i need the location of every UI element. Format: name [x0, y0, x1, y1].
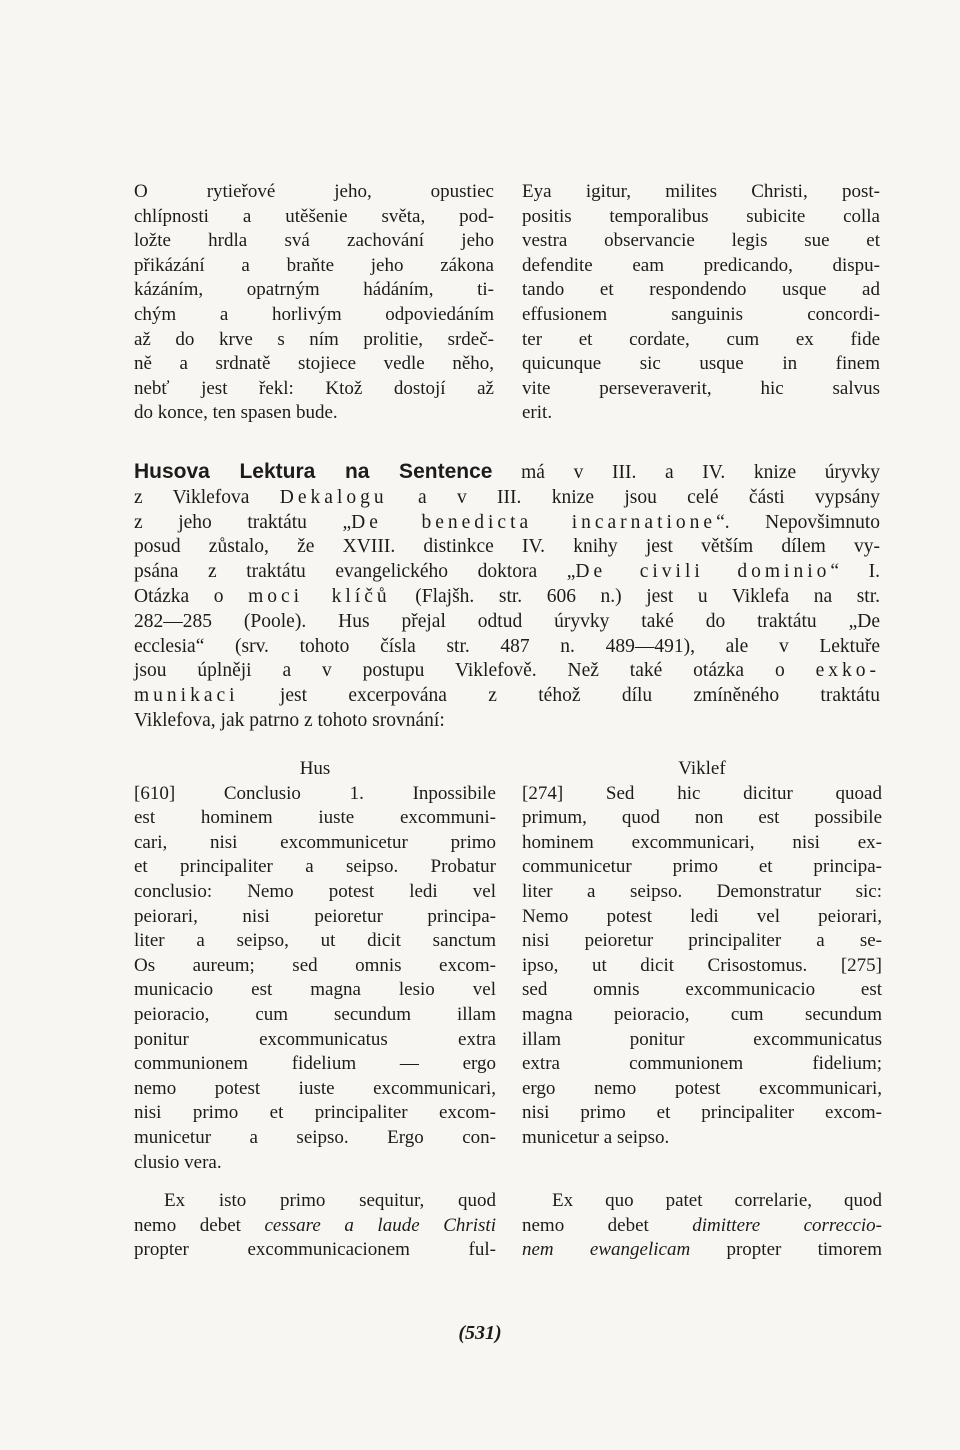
text-line: et principaliter a seipso. Probatur — [134, 856, 496, 878]
text-line: extra communionem fidelium; — [522, 1053, 882, 1075]
text-line: z jeho traktátu „De benedicta incarnatione“. Nepovšimnuto — [134, 511, 880, 533]
text-line: clusio vera. — [134, 1151, 222, 1173]
text-line: ipso, ut dicit Crisostomus. [275] — [522, 954, 882, 976]
viklef-column — [522, 757, 882, 1263]
text-line: nemo debet dimittere correccio- — [522, 1214, 882, 1236]
spaced-title: Dekalogu — [279, 486, 388, 508]
text-line: kázáním, opatrným hádáním, ti- — [134, 279, 494, 301]
text-line: munikaci jest excerpována z téhož dílu zmíněného traktátu — [134, 685, 880, 707]
text-line: ergo nemo potest excommunicari, — [522, 1077, 882, 1099]
text-line: Nemo potest ledi vel peiorari, — [522, 905, 882, 927]
text-line: quicunque sic usque in finem — [522, 353, 880, 375]
text-line: ter et cordate, cum ex fide — [522, 328, 880, 350]
italic-phrase: dimittere correccio- — [692, 1214, 882, 1236]
italic-phrase: cessare a laude Christi — [264, 1214, 496, 1236]
text-line: přikázání a braňte jeho zákona — [134, 254, 494, 276]
text-line: defendite eam predicando, dispu- — [522, 254, 880, 276]
text-line: vestra observancie legis sue et — [522, 230, 880, 252]
czech-passage-column — [134, 180, 494, 426]
text-line: chým a horlivým odpoviedáním — [134, 303, 494, 325]
text-line: Eya igitur, milites Christi, post- — [522, 181, 880, 202]
text-line: ložte hrdla svá zachování jeho — [134, 230, 494, 252]
column-header: Viklef — [678, 758, 726, 779]
spaced-title: De benedicta incarnatione — [351, 511, 717, 533]
text-line: až do krve s ním prolitie, srdeč- — [134, 328, 494, 350]
text-line: [610] Conclusio 1. Inpossibile — [134, 782, 496, 804]
text-line: propter excommunicacionem ful- — [134, 1239, 496, 1261]
text-line: tando et respondendo usque ad — [522, 279, 880, 301]
spaced-title: exko- — [815, 660, 880, 682]
text-line: erit. — [522, 402, 553, 424]
text-line: vite perseveraverit, hic salvus — [522, 377, 880, 399]
spaced-title: moci klíčů — [248, 585, 391, 607]
text-line: Husova Lektura na Sentence má v III. a IV. knize úryvky — [134, 460, 880, 483]
text-line: municacio est magna lesio vel — [134, 979, 496, 1001]
text-line: z Viklefova Dekalogu a v III. knize jsou celé části vypsány — [134, 486, 880, 508]
text-line: magna peioracio, cum secundum — [522, 1003, 882, 1025]
section-heading: Husova Lektura na Sentence — [134, 460, 493, 483]
text-line: liter a seipso, ut dicit sanctum — [134, 930, 496, 952]
latin-passage-column — [522, 180, 880, 426]
text-line: nemo potest iuste excommunicari, — [134, 1077, 496, 1099]
text-line: Ex quo patet correlarie, quod — [552, 1190, 882, 1212]
text-line: psána z traktátu evangelického doktora „De civili dominio“ I. — [134, 561, 880, 583]
text-line: communionem fidelium — ergo — [134, 1053, 496, 1075]
text-line: peioracio, cum secundum illam — [134, 1003, 496, 1025]
text-line: primum, quod non est possibile — [522, 807, 882, 829]
text-line: Ex isto primo sequitur, quod — [164, 1190, 496, 1212]
text-line: liter a seipso. Demonstratur sic: — [522, 880, 882, 902]
text-line: nebť jest řekl: Ktož dostojí až — [134, 377, 494, 399]
lecture-paragraph — [134, 460, 880, 734]
text-line: illam ponitur excommunicatus — [522, 1028, 882, 1050]
text-line: communicetur primo et principa- — [522, 856, 882, 878]
spaced-title: munikaci — [134, 685, 239, 707]
text-line: 282—285 (Poole). Hus přejal odtud úryvky také do traktátu „De — [134, 610, 880, 632]
text-line: municetur a seipso. Ergo con- — [134, 1126, 496, 1148]
text-line: cari, nisi excommunicetur primo — [134, 831, 496, 853]
text-line: conclusio: Nemo potest ledi vel — [134, 880, 496, 902]
text-line: [274] Sed hic dicitur quoad — [522, 782, 882, 804]
text-line: ecclesia“ (srv. tohoto čísla str. 487 n. 489—491), ale v Lektuře — [134, 635, 880, 657]
italic-phrase: nem ewangelicam — [522, 1239, 691, 1261]
text-line: jsou úplněji a v postupu Viklefově. Než také otázka o exko- — [134, 660, 880, 682]
text-line: effusionem sanguinis concordi- — [522, 303, 880, 325]
text-line: nemo debet cessare a laude Christi — [134, 1214, 496, 1236]
text-line: nisi primo et principaliter excom- — [522, 1102, 882, 1124]
text-line: ně a srdnatě stojiece vedle něho, — [134, 353, 494, 375]
text-line: chlípnosti a utěšenie světa, pod- — [134, 205, 494, 227]
hus-column — [134, 757, 496, 1263]
text-line: do konce, ten spasen bude. — [134, 402, 338, 424]
column-header: Hus — [299, 758, 331, 779]
text-line: peiorari, nisi peioretur principa- — [134, 905, 496, 927]
text-line: sed omnis excommunicacio est — [522, 979, 882, 1001]
text-line: posud zůstalo, že XVIII. distinkce IV. knihy jest větším dílem vy- — [134, 536, 880, 558]
text-line: Otázka o moci klíčů (Flajšh. str. 606 n.) jest u Viklefa na str. — [134, 585, 880, 607]
text-line: nisi peioretur principaliter a se- — [522, 930, 882, 952]
text-line: est hominem iuste excommuni- — [134, 807, 496, 829]
text-line: nisi primo et principaliter excom- — [134, 1102, 496, 1124]
text-line: positis temporalibus subicite colla — [522, 205, 880, 227]
text-line: hominem excommunicari, nisi ex- — [522, 831, 882, 853]
text-line: Os aureum; sed omnis excom- — [134, 954, 496, 976]
text-line: nem ewangelicam propter timorem — [522, 1239, 882, 1261]
page-number: (531) — [458, 1322, 502, 1344]
text-line: Viklefova, jak patrno z tohoto srovnání: — [134, 709, 445, 731]
text-line: ponitur excommunicatus extra — [134, 1028, 496, 1050]
spaced-title: De civili dominio — [575, 561, 831, 583]
text-line: municetur a seipso. — [522, 1126, 670, 1148]
text-line: O rytieřové jeho, opustiec — [134, 181, 494, 202]
